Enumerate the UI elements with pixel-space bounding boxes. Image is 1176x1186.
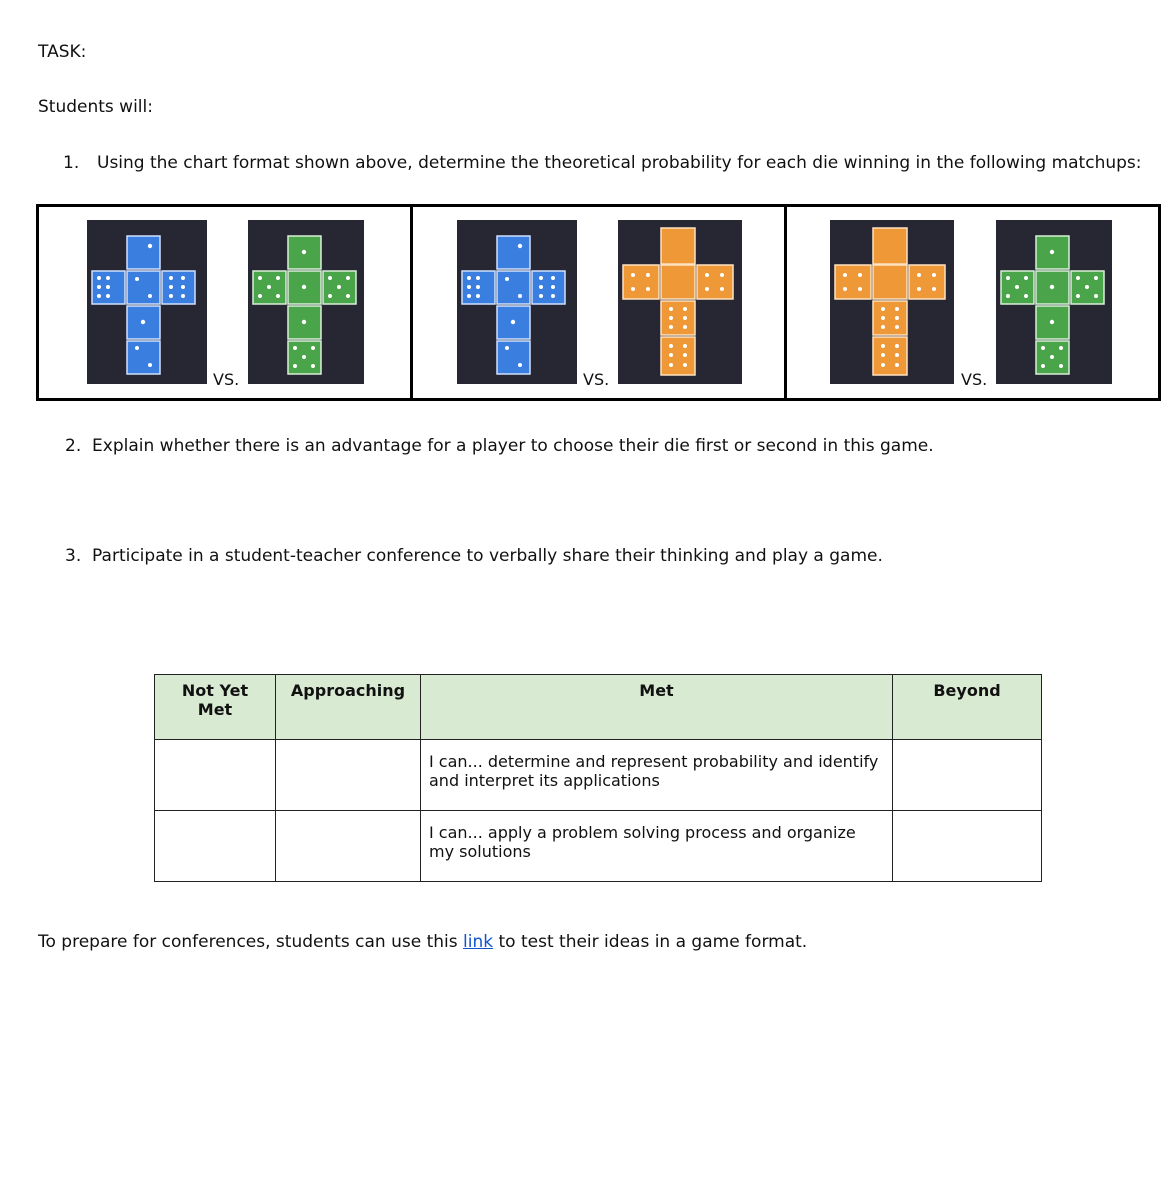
header-not-yet-met: Not Yet Met: [155, 675, 276, 740]
rubric-header-row: [155, 675, 1042, 740]
green-die-net-image: [996, 220, 1112, 384]
rubric-met-1: I can... determine and represent probability and identify and interpret its applications: [421, 740, 893, 811]
item-1-text: Using the chart format shown above, determine the theoretical probability for each die winning in the following matchups:: [97, 153, 1142, 173]
orange-die-net-image: [618, 220, 742, 384]
item-1-number: 1.: [63, 153, 80, 173]
game-link[interactable]: link: [463, 932, 494, 952]
rubric-cell-empty: [893, 740, 1042, 811]
blue-die-net-image: [87, 220, 207, 384]
footer-text: [38, 932, 807, 952]
orange-die-net-image: [830, 220, 954, 384]
header-beyond: Beyond: [893, 675, 1042, 740]
rubric-cell-empty: [893, 811, 1042, 882]
footer-after: to test their ideas in a game format.: [493, 932, 808, 952]
matchup-3: [787, 207, 1158, 398]
rubric-cell-empty: [155, 811, 276, 882]
blue-die-net-image: [457, 220, 577, 384]
matchup-2: [413, 207, 787, 398]
header-approaching: Approaching: [276, 675, 421, 740]
item-3-number: 3.: [65, 546, 82, 566]
rubric-row: [155, 740, 1042, 811]
item-2-number: 2.: [65, 436, 82, 456]
task-heading: TASK:: [38, 42, 87, 62]
rubric-cell-empty: [155, 740, 276, 811]
rubric-row: [155, 811, 1042, 882]
vs-label: VS.: [583, 370, 610, 389]
rubric-table: [154, 674, 1042, 882]
header-met: Met: [421, 675, 893, 740]
matchup-1: [39, 207, 413, 398]
vs-label: VS.: [213, 370, 240, 389]
green-die-net-image: [248, 220, 364, 384]
item-2-text: Explain whether there is an advantage for a player to choose their die first or second in this game.: [92, 436, 934, 456]
rubric-cell-empty: [276, 811, 421, 882]
rubric-cell-empty: [276, 740, 421, 811]
item-2: [65, 436, 934, 456]
students-will-label: Students will:: [38, 97, 153, 117]
matchups-table: [36, 204, 1161, 401]
item-3: [65, 546, 883, 566]
footer-before: To prepare for conferences, students can use this: [38, 932, 464, 952]
vs-label: VS.: [961, 370, 988, 389]
item-3-text: Participate in a student-teacher conference to verbally share their thinking and play a game.: [92, 546, 883, 566]
rubric-met-2: I can... apply a problem solving process and organize my solutions: [421, 811, 893, 882]
